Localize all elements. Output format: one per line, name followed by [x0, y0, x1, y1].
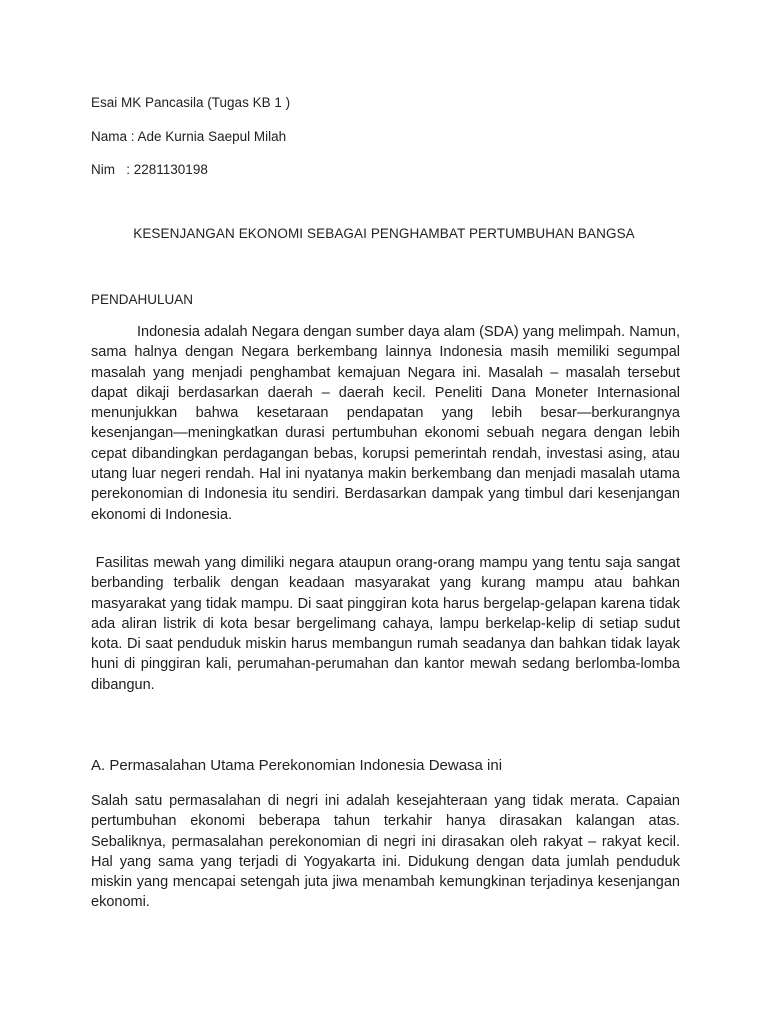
nim-line: [91, 162, 208, 177]
intro-heading: PENDAHULUAN: [91, 292, 194, 307]
nim-label: Nim: [91, 162, 115, 177]
name-label: Nama: [91, 129, 128, 144]
course-text: Esai MK Pancasila (Tugas KB 1 ): [91, 95, 291, 110]
nim-value: : 2281130198: [115, 162, 208, 177]
name-value: : Ade Kurnia Saepul Milah: [127, 129, 287, 144]
intro-paragraph-1: Indonesia adalah Negara dengan sumber daya alam (SDA) yang melimpah. Namun, sama halnya dengan Negara berkembang lainnya Indonesia masih memiliki segumpal masalah yang menjadi penghambat kemajuan Negara ini. Masalah – masalah tersebut dapat dikaji berdasarkan daerah – daerah kecil. Peneliti Dana Moneter Internasional menunjukkan bahwa kesetaraan pendapatan yang lebih besar—berkurangnya kesenjangan—meningkatkan durasi pertumbuhan ekonomi sebuah negara dengan lebih cepat dibandingkan perdagangan bebas, korupsi pemerintah rendah, investasi asing, atau utang luar negeri rendah. Hal ini nyatanya makin berkembang dan menjadi masalah utama perekonomian di Indonesia itu sendiri. Berdasarkan dampak yang timbul dari kesenjangan ekonomi di Indonesia.: [91, 324, 680, 523]
section-a-heading: A. Permasalahan Utama Perekonomian Indonesia Dewasa ini: [91, 757, 503, 774]
course-line: [91, 95, 290, 110]
section-a-paragraph-1: Salah satu permasalahan di negri ini adalah kesejahteraan yang tidak merata. Capaian pertumbuhan ekonomi beberapa tahun terkahir hanya dirasakan kalangan atas. Sebaliknya, permasalahan perekonomian di negri ini dirasakan oleh rakyat – rakyat kecil. Hal yang sama yang terjadi di Yogyakarta ini. Didukung dengan data jumlah penduduk miskin yang mencapai setengah juta jiwa menambah kemungkinan terjadinya kesenjangan ekonomi.: [91, 793, 680, 911]
name-line: [91, 129, 286, 144]
intro-paragraph-2: Fasilitas mewah yang dimiliki negara ataupun orang-orang mampu yang tentu saja sangat berbanding terbalik dengan keadaan masyarakat yang kurang mampu atau bahkan masyarakat yang tidak mampu. Di saat pinggiran kota harus bergelap-gelapan karena tidak ada aliran listrik di kota besar bergelimang cahaya, lampu berkelap-kelip di setiap sudut kota. Di saat penduduk miskin harus membangun rumah seadanya dan bahkan tidak layak huni di pinggiran kali, perumahan-perumahan dan kantor mewah sedang berlomba-lomba dibangun.: [91, 555, 685, 693]
essay-title: KESENJANGAN EKONOMI SEBAGAI PENGHAMBAT PERTUMBUHAN BANGSA: [133, 226, 635, 241]
